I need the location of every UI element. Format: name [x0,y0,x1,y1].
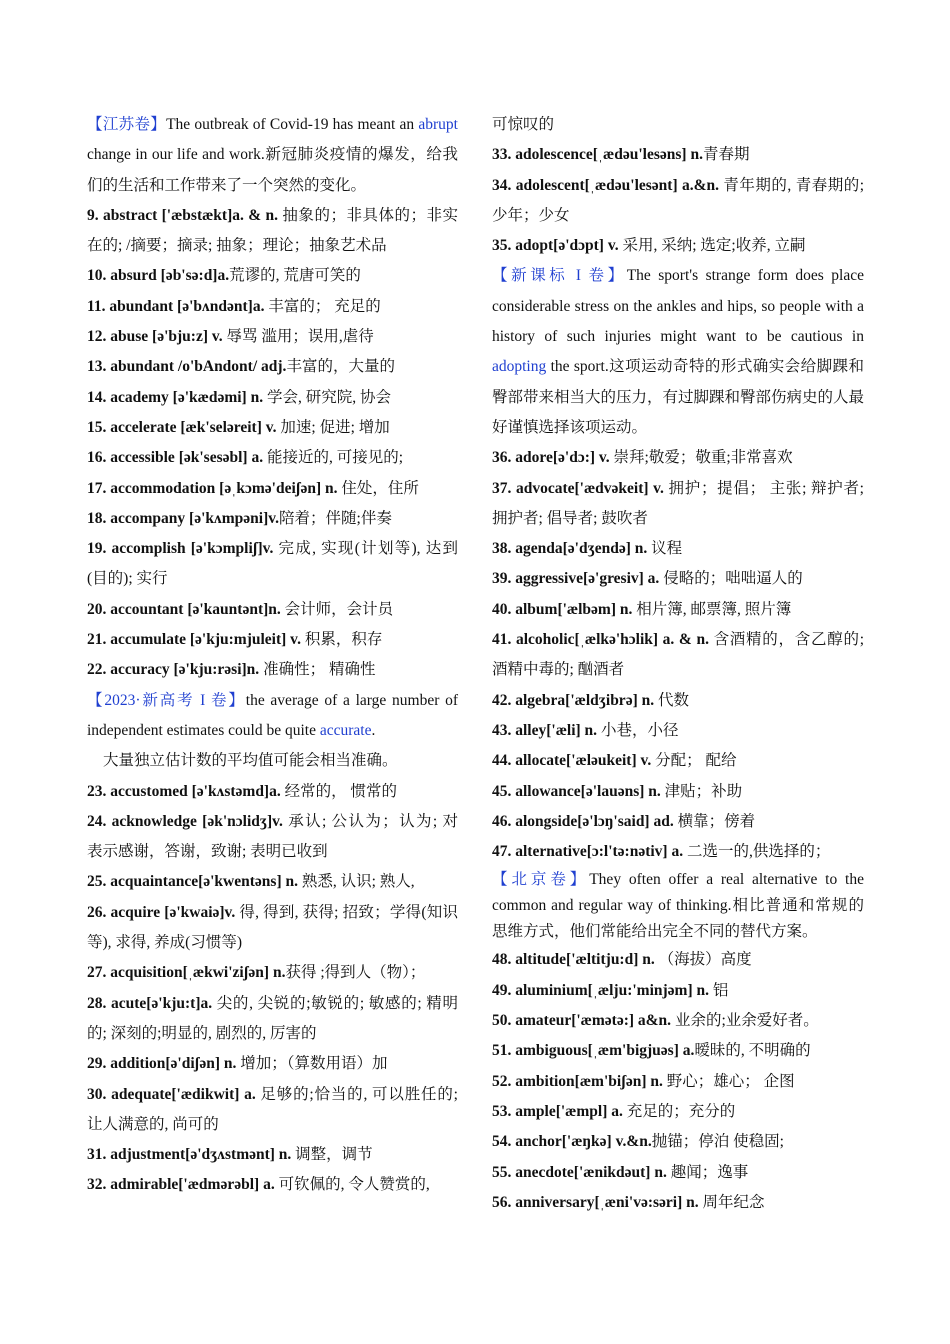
entry-definition: 得, 得到, 获得; 招致；学得(知识等), 求得, 养成(习惯等) [87,903,458,952]
entry-definition: 会计师，会计员 [280,600,394,618]
entry-number: 42. [492,691,512,709]
entry-word: algebra['ældʒibrə] n. [515,691,655,709]
entry-definition: 充足的；充分的 [622,1102,736,1120]
vocab-entry [87,292,458,322]
vocab-entry [87,655,458,685]
entry-number: 21. [87,631,107,649]
entry-word: anchor['æŋkə] v.&n. [515,1133,652,1151]
continuation-text: 可惊叹的 [492,116,555,133]
example-text: The outbreak of Covid-19 has meant an [166,116,419,133]
entry-word: acquire [ə'kwaiə]v. [110,903,236,921]
entry-number: 15. [87,418,107,436]
entry-word: ambition[æm'biʃən] n. [515,1072,663,1090]
entry-word: acquisition[ˌækwi'ziʃən] n. [110,964,286,982]
example-text: The sport's strange form does place considerable stress on the ankles and hips, so people with a history of such injuries might want to be cautious in [492,267,864,346]
entry-number: 38. [492,540,512,558]
entry-definition: 业余的;业余爱好者。 [671,1012,819,1030]
entry-word: aluminium[ˌælju:'minjəm] n. [515,981,709,999]
right-column [492,110,864,1218]
entry-number: 40. [492,600,512,618]
entry-definition: 抛锚；停泊 使稳固; [651,1133,784,1151]
vocab-entry [87,1170,458,1200]
entry-number: 55. [492,1163,512,1181]
vocab-entry [87,534,458,595]
entry-word: allocate['æləukeit] v. [515,752,652,770]
entry-word: anecdote['ænikdəut] n. [515,1163,667,1181]
entry-word: adore[ə'dɔ:] v. [515,449,610,467]
entry-definition: 议程 [647,540,683,558]
entry-definition: 经常的， 惯常的 [280,782,397,800]
vocab-entry [492,1067,864,1097]
entry-definition: 承认; 公认为；认为; 对 表示感谢，答谢，致谢; 表明已收到 [87,812,458,861]
entry-word: addition[ə'diʃən] n. [110,1055,237,1073]
entry-word: album['ælbəm] n. [515,600,633,618]
entry-number: 51. [492,1042,512,1060]
vocab-entry [87,777,458,807]
entry-definition: 熟悉, 认识; 熟人, [297,873,415,891]
entry-definition: 足够的;恰当的, 可以胜任的;让人满意的, 尚可的 [87,1085,458,1133]
entry-word: acquaintance[ə'kwentəns] n. [110,873,298,891]
vocab-entry [87,322,458,352]
entry-word: abundant /o'bAndont/ adj. [110,358,287,376]
entry-number: 22. [87,661,107,679]
entry-word: abuse [ə'bju:z] v. [110,328,223,346]
vocab-entry [492,1006,864,1036]
entry-number: 50. [492,1012,512,1030]
vocab-entry [87,807,458,868]
entry-word: aggressive[ə'gresiv] a. [515,570,660,588]
entry-list [87,201,458,686]
vocab-entry [87,989,458,1050]
entry-number: 13. [87,358,107,376]
entry-word: altitude['æltitju:d] n. [515,951,655,969]
entry-word: alternative[ɔ:l'tə:nətiv] a. [515,843,684,861]
entry-definition: 小巷，小径 [597,721,679,739]
entry-definition: 住处，住所 [337,479,419,497]
entry-word: alongside[ə'lɔŋ'said] ad. [515,812,674,830]
example-text: They often offer a real alternative to the common and regular way of thinking.相比普通和常规的思维方式，他们常能给出完全不同的替代方案。 [492,871,864,941]
entry-list [492,945,864,1218]
entry-definition: 积累，积存 [300,631,383,649]
entry-number: 48. [492,951,512,969]
vocab-entry [492,716,864,746]
entry-word: admirable['ædmərəbl] a. [110,1176,275,1194]
entry-list [492,443,864,867]
entry-number: 27. [87,964,107,982]
entry-number: 26. [87,903,107,921]
source-tag: 【2023·新高考 I 卷】 [87,691,246,709]
entry-number: 18. [87,509,107,527]
example-text: . [371,721,376,739]
entry-definition: 暧昧的, 不明确的 [694,1042,811,1060]
entry-number: 30. [87,1085,107,1103]
entry-definition: 拥护；提倡； 主张; 辩护者; 拥护者; 倡导者; 鼓吹者 [492,479,864,527]
entry-word: acute[ə'kju:t]a. [110,994,213,1012]
entry-definition: （海拔）高度 [654,951,752,969]
entry-word: advocate['ædvəkeit] v. [515,479,664,497]
entry-number: 41. [492,631,512,649]
vocab-entry [492,231,864,261]
vocab-entry [87,1049,458,1079]
entry-definition: 丰富的； 充足的 [264,297,381,315]
entry-definition: 分配； 配给 [651,752,737,770]
vocab-entry [87,504,458,534]
entry-word: allowance[ə'lauəns] n. [515,782,661,800]
entry-word: acknowledge [ək'nɔlidʒ]v. [111,812,283,830]
entry-number: 39. [492,570,512,588]
entry-number: 11. [87,297,106,315]
example-text: the sport.这项运动奇特的形式确实会给脚踝和臀部带来相当大的压力，有过脚踝和臀部伤病史的人最好谨慎选择该项运动。 [492,358,865,436]
source-tag: 【江苏卷】 [87,116,167,133]
vocab-entry [87,474,458,504]
entry-definition: 加速; 促进; 增加 [276,418,390,436]
entry-definition: 陪着；伴随;伴奏 [279,509,392,527]
vocab-entry [87,867,458,897]
entry-number: 16. [87,449,107,467]
vocab-entry [492,1158,864,1188]
entry-word: academy [ə'kædəmi] n. [110,388,264,406]
vocab-entry [87,443,458,473]
entry-number: 29. [87,1055,107,1073]
entry-definition: 代数 [654,691,689,709]
entry-definition: 准确性； 精确性 [259,661,376,679]
vocab-entry [87,625,458,655]
entry-definition: 含酒精的，含乙醇的;酒精中毒的; 酗酒者 [492,631,865,679]
entry-number: 9. [87,206,99,224]
entry-word: accommodation [əˌkɔmə'deiʃən] n. [110,479,338,497]
example-block [87,686,458,747]
entry-word: alley['æli] n. [515,721,598,739]
entry-definition: 青年期的, 青春期的; 少年；少女 [492,176,865,224]
entry-word: adolescent[ˌædəu'lesənt] a.&n. [515,176,720,194]
entry-word: adequate['ædikwit] a. [111,1085,256,1103]
vocab-entry [492,1036,864,1066]
entry-word: abstract ['æbstækt]a. & n. [103,206,279,224]
intro-example [87,110,458,201]
entry-word: amateur['æmətə:] a&n. [515,1012,672,1030]
highlight-word: accurate [319,721,372,739]
left-column [87,110,458,1201]
entry-number: 36. [492,449,512,467]
entry-number: 12. [87,328,107,346]
entry-word: abundant [ə'bʌndənt]a. [109,297,265,315]
entry-word: anniversary[ˌæni'və:səri] n. [515,1193,699,1211]
entry-number: 46. [492,812,512,830]
example-text: change in our life and work.新冠肺炎疫情的爆发，给我们的生活和工作带来了一个突然的变化。 [87,146,458,194]
entry-definition: 横靠；傍着 [673,812,756,830]
vocab-entry [87,261,458,291]
entry-definition: 学会, 研究院, 协会 [263,388,391,406]
entry-word: absurd [əb'sə:d]a. [110,267,230,285]
entry-number: 56. [492,1193,512,1211]
vocab-entry [87,958,458,988]
entry-definition: 完成, 实现(计划等), 达到(目的); 实行 [87,540,459,588]
entry-definition: 丰富的，大量的 [286,358,395,376]
entry-word: agenda[ə'dʒendə] n. [515,540,648,558]
entry-number: 14. [87,388,107,406]
vocab-entry [492,1188,864,1218]
entry-definition: 荒谬的, 荒唐可笑的 [229,267,361,285]
highlight-word: abrupt [418,116,458,133]
vocab-entry [492,171,864,232]
example-block [492,261,864,443]
entry-number: 31. [87,1146,107,1164]
entry-number: 53. [492,1102,512,1120]
vocab-entry [492,625,864,686]
entry-word: ample['æmpl] a. [515,1102,623,1120]
vocab-entry [492,807,864,837]
entry-definition: 可钦佩的, 令人赞赏的, [274,1176,430,1194]
vocab-entry [492,595,864,625]
vocab-entry [492,564,864,594]
entry-word: ambiguous[ˌæm'bigjuəs] a. [515,1042,695,1060]
entry-definition: 获得 ;得到人（物）； [285,964,426,982]
entry-number: 35. [492,237,512,255]
entry-definition: 野心；雄心； 企图 [662,1072,795,1090]
entry-definition: 抽象的；非具体的；非实在的; /摘要；摘录; 抽象；理论；抽象艺术品 [87,206,458,255]
entry-word: alcoholic[ˌælkə'hɔlik] a. & n. [516,631,709,649]
vocab-entry [87,898,458,959]
entry-definition: 能接近的, 可接见的; [263,449,404,467]
vocab-entry [492,140,864,170]
vocab-entry [87,352,458,382]
vocab-entry [87,1140,458,1170]
source-tag: 【北京卷】 [492,871,590,889]
source-tag: 【新课标 I 卷】 [492,267,627,285]
entry-word: accelerate [æk'seləreit] v. [110,418,277,436]
entry-number: 23. [87,782,107,800]
entry-definition: 津贴；补助 [660,782,743,800]
example-text: the average of a large number of independent estimates could be quite [87,691,458,739]
vocab-entry [492,686,864,716]
entry-number: 34. [492,176,512,194]
entry-number: 20. [87,600,107,618]
vocab-entry [87,201,458,262]
vocab-entry [87,413,458,443]
entry-definition: 趣闻；逸事 [666,1163,749,1181]
entry-number: 54. [492,1133,512,1151]
entry-number: 32. [87,1176,107,1194]
entry-word: adolescence[ˌædəu'lesəns] n. [515,146,703,164]
entry-number: 47. [492,843,512,861]
entry-definition: 崇拜;敬爱；敬重;非常喜欢 [609,449,793,467]
vocab-entry [492,474,864,535]
highlight-word: adopting [492,358,547,376]
entry-number: 10. [87,267,107,285]
entry-list [492,140,864,261]
entry-number: 52. [492,1072,512,1090]
entry-definition: 调整，调节 [291,1146,373,1164]
entry-word: accountant [ə'kauntənt]n. [110,600,281,618]
entry-definition: 周年纪念 [698,1193,765,1211]
entry-number: 25. [87,873,107,891]
entry-word: accustomed [ə'kʌstəmd]a. [110,782,281,800]
vocab-entry [87,595,458,625]
entry-word: accuracy [ə'kju:rəsi]n. [110,661,260,679]
entry-number: 33. [492,146,512,164]
entry-word: accumulate [ə'kju:mjuleit] v. [110,631,301,649]
example-translation: 大量独立估计数的平均值可能会相当准确。 [103,752,398,770]
vocab-entry [492,837,864,867]
entry-number: 17. [87,479,107,497]
entry-number: 43. [492,721,512,739]
entry-definition: 青春期 [702,146,750,164]
entry-word: accompany [ə'kʌmpəni]v. [110,509,280,527]
entry-word: accessible [ək'sesəbl] a. [110,449,264,467]
entry-number: 45. [492,782,512,800]
entry-number: 24. [87,812,107,830]
vocab-entry [492,777,864,807]
vocab-entry [492,534,864,564]
entry-list [87,777,458,1201]
entry-number: 44. [492,752,512,770]
vocab-entry [87,1080,458,1141]
vocab-entry [492,945,864,975]
entry-definition: 铝 [709,981,729,999]
vocab-entry [492,976,864,1006]
entry-number: 37. [492,479,512,497]
vocab-entry [87,383,458,413]
entry-definition: 增加；（算数用语）加 [236,1055,388,1073]
entry-definition: 二选一的,供选择的； [683,843,831,861]
entry-number: 28. [87,994,107,1012]
entry-word: accomplish [ə'kɔmpliʃ]v. [111,540,274,558]
entry-definition: 辱骂 滥用；误用,虐待 [222,328,374,346]
vocab-entry [492,746,864,776]
entry-definition: 尖的, 尖锐的;敏锐的; 敏感的; 精明的; 深刻的;明显的, 剧烈的, 厉害的 [87,994,459,1042]
entry-number: 49. [492,981,512,999]
vocab-entry [492,1097,864,1127]
entry-definition: 相片簿, 邮票簿, 照片簿 [632,600,792,618]
entry-word: adjustment[ə'dʒʌstmənt] n. [110,1146,292,1164]
entry-definition: 采用, 采纳; 选定;收养, 立嗣 [618,237,806,255]
entry-definition: 侵略的；咄咄逼人的 [659,570,803,588]
vocab-entry [492,1127,864,1157]
vocab-entry [492,443,864,473]
entry-word: adopt[ə'dɔpt] v. [515,237,619,255]
example-block [492,867,864,945]
entry-number: 19. [87,540,107,558]
